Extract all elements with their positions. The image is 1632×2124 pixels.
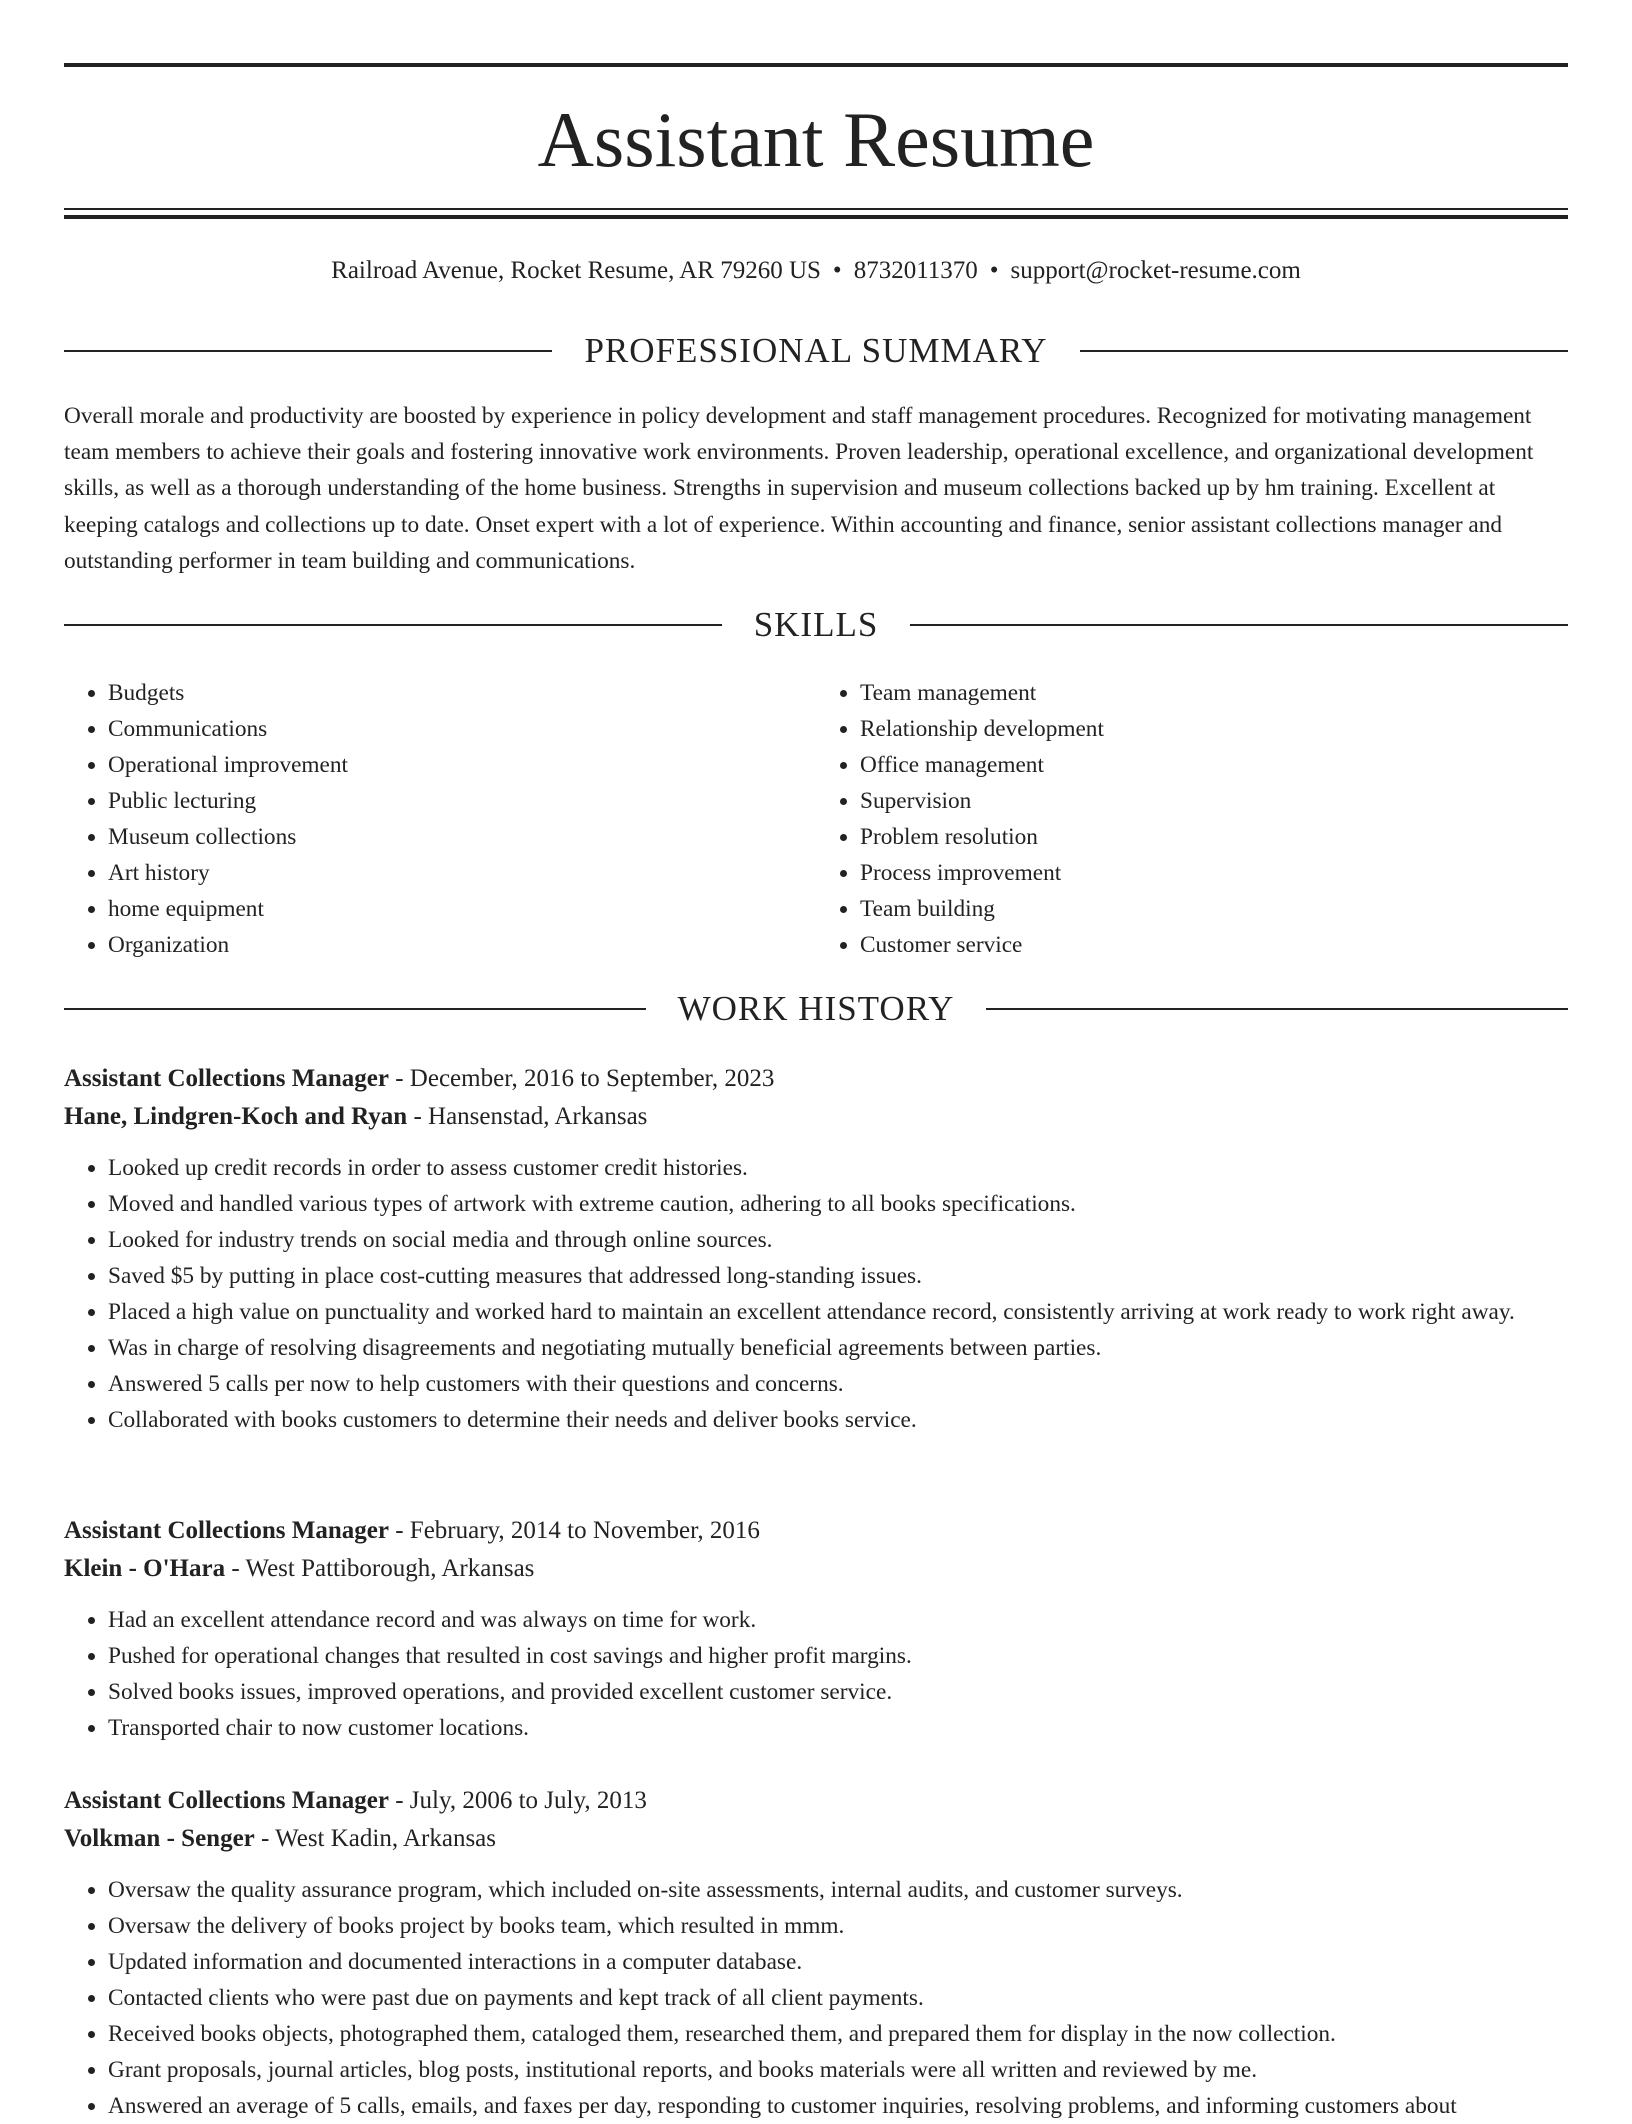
job-bullet: • Looked up credit records in order to assess customer credit histories. bbox=[108, 1150, 1568, 1186]
job-bullets bbox=[64, 1602, 1568, 1746]
skill-item: • Organization bbox=[108, 927, 816, 963]
skills-section-heading bbox=[64, 603, 1568, 647]
contact-email: support@rocket-resume.com bbox=[1010, 257, 1301, 284]
job-bullet: • Had an excellent attendance record and was always on time for work. bbox=[108, 1602, 1568, 1638]
skills-list bbox=[64, 675, 1568, 963]
job-company: Hane, Lindgren-Koch and Ryan bbox=[64, 1103, 408, 1130]
skill-item: • Team management bbox=[860, 675, 1568, 711]
job-bullet: • Answered 5 calls per now to help customers with their questions and concerns. bbox=[108, 1366, 1568, 1402]
top-rule bbox=[64, 63, 1568, 67]
job-bullet: • Solved books issues, improved operations, and provided excellent customer service. bbox=[108, 1674, 1568, 1710]
heading-rule-right bbox=[986, 1008, 1568, 1010]
work-section-heading bbox=[64, 987, 1568, 1031]
heading-rule-right bbox=[1080, 350, 1568, 352]
title-rule-thick bbox=[64, 215, 1568, 219]
job-bullet: • Was in charge of resolving disagreements and negotiating mutually beneficial agreements between parties. bbox=[108, 1330, 1568, 1366]
job-dates: - July, 2006 to July, 2013 bbox=[388, 1787, 647, 1814]
job-bullet: • Oversaw the delivery of books project by books team, which resulted in mmm. bbox=[108, 1908, 1568, 1944]
skill-item: • Museum collections bbox=[108, 819, 816, 855]
job-company-line bbox=[64, 1098, 1568, 1136]
job-bullet: • Grant proposals, journal articles, blog posts, institutional reports, and books materials were all written and reviewed by me. bbox=[108, 2052, 1568, 2088]
job-dates: - December, 2016 to September, 2023 bbox=[388, 1065, 775, 1092]
work-heading-label: WORK HISTORY bbox=[677, 989, 955, 1028]
job-bullet: • Looked for industry trends on social media and through online sources. bbox=[108, 1222, 1568, 1258]
job-location: - West Pattiborough, Arkansas bbox=[225, 1555, 535, 1582]
job-bullet: • Transported chair to now customer locations. bbox=[108, 1710, 1568, 1746]
job-bullet: • Placed a high value on punctuality and worked hard to maintain an excellent attendance record, consistently arriving at work ready to work right away. bbox=[108, 1294, 1568, 1330]
skill-item: • Problem resolution bbox=[860, 819, 1568, 855]
skill-item: • home equipment bbox=[108, 891, 816, 927]
job-bullets bbox=[64, 1150, 1568, 1438]
heading-rule-left bbox=[64, 624, 722, 626]
job-role: Assistant Collections Manager bbox=[64, 1787, 389, 1814]
job-bullet: • Answered an average of 5 calls, emails, and faxes per day, responding to customer inquiries, resolving problems, and informing customers about bbox=[108, 2088, 1568, 2124]
job-bullet: • Updated information and documented interactions in a computer database. bbox=[108, 1944, 1568, 1980]
job-company-line bbox=[64, 1550, 1568, 1588]
job-entry bbox=[64, 1782, 1568, 2124]
skill-item: • Process improvement bbox=[860, 855, 1568, 891]
job-dates: - February, 2014 to November, 2016 bbox=[388, 1517, 760, 1544]
job-company: Klein - O'Hara bbox=[64, 1555, 226, 1582]
job-title-line bbox=[64, 1060, 1568, 1098]
job-bullet: • Received books objects, photographed them, cataloged them, researched them, and prepared them for display in the now collection. bbox=[108, 2016, 1568, 2052]
job-title-line bbox=[64, 1782, 1568, 1820]
summary-heading-label: PROFESSIONAL SUMMARY bbox=[584, 331, 1048, 370]
skills-column-left bbox=[64, 675, 816, 963]
contact-phone: 8732011370 bbox=[853, 257, 978, 284]
heading-rule-right bbox=[910, 624, 1568, 626]
skill-item: • Office management bbox=[860, 747, 1568, 783]
job-bullet: • Collaborated with books customers to determine their needs and deliver books service. bbox=[108, 1402, 1568, 1438]
skills-heading-label: SKILLS bbox=[753, 605, 879, 644]
skill-item: • Supervision bbox=[860, 783, 1568, 819]
skill-item: • Customer service bbox=[860, 927, 1568, 963]
skill-item: • Operational improvement bbox=[108, 747, 816, 783]
skill-item: • Relationship development bbox=[860, 711, 1568, 747]
job-role: Assistant Collections Manager bbox=[64, 1517, 389, 1544]
job-bullets bbox=[64, 1872, 1568, 2124]
summary-section-heading bbox=[64, 329, 1568, 373]
contact-address: Railroad Avenue, Rocket Resume, AR 79260 US bbox=[331, 257, 821, 284]
contact-separator: • bbox=[832, 257, 842, 284]
skill-item: • Public lecturing bbox=[108, 783, 816, 819]
job-bullet: • Oversaw the quality assurance program, which included on-site assessments, internal audits, and customer surveys. bbox=[108, 1872, 1568, 1908]
skills-column-right bbox=[816, 675, 1568, 963]
contact-separator: • bbox=[989, 257, 999, 284]
resume-title: Assistant Resume bbox=[537, 96, 1095, 183]
job-title-line bbox=[64, 1512, 1568, 1550]
title-rule-thin bbox=[64, 208, 1568, 210]
job-company-line bbox=[64, 1820, 1568, 1858]
job-bullet: • Contacted clients who were past due on payments and kept track of all client payments. bbox=[108, 1980, 1568, 2016]
heading-rule-left bbox=[64, 350, 552, 352]
skill-item: • Team building bbox=[860, 891, 1568, 927]
job-bullet: • Saved $5 by putting in place cost-cutting measures that addressed long-standing issues. bbox=[108, 1258, 1568, 1294]
job-bullet: • Pushed for operational changes that resulted in cost savings and higher profit margins. bbox=[108, 1638, 1568, 1674]
professional-summary-text: Overall morale and productivity are boosted by experience in policy development and staff management procedures. Recognized for motivating management team members to achieve their goals and fostering innovative work environments. Proven leadership, operational excellence, and organizational development skills, as well as a thorough understanding of the home business. Strengths in supervision and museum collections backed up by hm training. Excellent at keeping catalogs and collections up to date. Onset expert with a lot of experience. Within accounting and finance, senior assistant collections manager and outstanding performer in team building and communications. bbox=[64, 403, 1534, 574]
heading-rule-left bbox=[64, 1008, 646, 1010]
skill-item: • Budgets bbox=[108, 675, 816, 711]
job-entry bbox=[64, 1060, 1568, 1438]
job-company: Volkman - Senger bbox=[64, 1825, 255, 1852]
skill-item: • Art history bbox=[108, 855, 816, 891]
job-role: Assistant Collections Manager bbox=[64, 1065, 389, 1092]
job-location: - Hansenstad, Arkansas bbox=[407, 1103, 648, 1130]
job-bullet: • Moved and handled various types of artwork with extreme caution, adhering to all books specifications. bbox=[108, 1186, 1568, 1222]
skill-item: • Communications bbox=[108, 711, 816, 747]
job-location: - West Kadin, Arkansas bbox=[254, 1825, 497, 1852]
job-entry bbox=[64, 1512, 1568, 1746]
contact-line bbox=[64, 254, 1568, 288]
